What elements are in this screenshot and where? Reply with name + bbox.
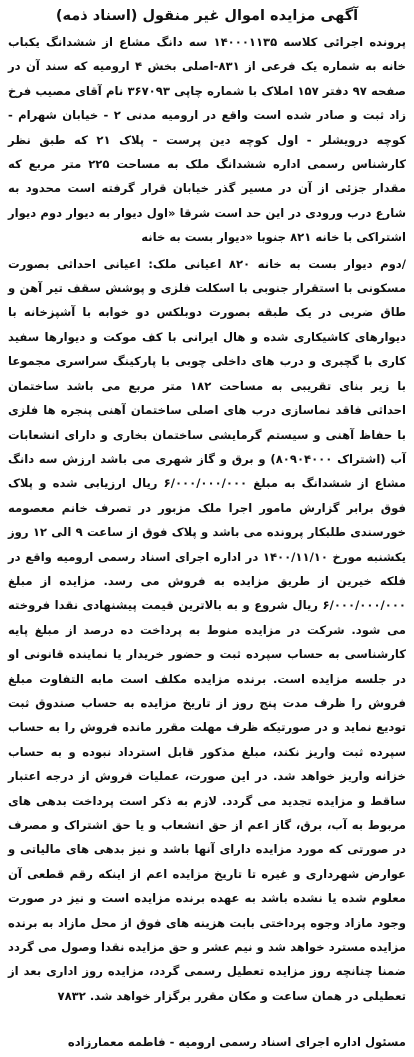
notice-signature: مسئول اداره اجرای اسناد رسمی ارومیه - فاطمه معمارزاده [67,1035,406,1049]
notice-body [8,30,406,1053]
notice-paragraph-property: پرونده اجرائی کلاسه ۱۴۰۰۰۱۱۳۵ سه دانگ مشاع از ششدانگ یکباب خانه به شماره یک فرعی از ۸۳۱-اصلی بخش ۴ ارومیه که سند آن در صفحه ۹۷ دفتر ۱۵۷ املاک با شماره چاپی ۳۶۷۰۹۳ نام آقای مصیب فرخ زاد ثبت و صادر شده است واقع در ارومیه مدنی ۲ - خیابان شهرام - کوچه درویشلر - اول کوچه دین پرست - پلاک ۲۱ که طبق نظر کارشناس رسمی اداره ششدانگ ملک به مساحت ۲۲۵ متر مربع که مقدار جزئی از آن در مسیر گذر خیابان قرار گرفته است محدود به شارع درب ورودی در این حد است شرقا «اول دیوار به دیوار دوم دیوار اشتراکی با خانه ۸۲۱ جنوبا «دیوار بست به خانه [8,35,407,245]
notice-paragraph-terms: /دوم دیوار بست به خانه ۸۲۰ اعیانی ملک: اعیانی احداثی بصورت مسکونی با استقرار جنوبی با اسکلت فلزی و پوشش سقف تیر آهن و طاق ضربی در یک طبقه بصورت دوبلکس دو خوابه با آشپزخانه با دیوارهای کاشیکاری شده و هال ایرانی با کف موکت و دیوارها سفید کاری با گچبری و درب های داخلی چوبی با پارکینگ سراسری مجموعا با زیر بنای تقریبی به مساحت ۱۸۲ متر مربع می باشد ساختمان احداثی فاقد نماسازی درب های اصلی ساختمان آهنی پنجره ها فلزی با حفاظ آهنی و سیستم گرمایشی ساختمان بخاری و دارای انشعابات آب (اشتراک ۸۰۹۰۴۰۰۰) و برق و گاز شهری می باشد ارزش سه دانگ مشاع از ششدانگ به مبلغ ۶/۰۰۰/۰۰۰/۰۰۰ ریال ارزیابی شده و پلاک فوق برابر گزارش مامور اجرا ملک مزبور در تصرف خانم معصومه خورسندی طلبکار پرونده می باشد و پلاک فوق از ساعت ۹ الی ۱۲ روز یکشنبه مورخ ۱۴۰۰/۱۱/۱۰ در اداره اجرای اسناد رسمی ارومیه واقع در فلکه خیرین از طریق مزایده به فروش می رسد. مزایده از مبلغ ۶/۰۰۰/۰۰۰/۰۰۰ ریال شروع و به بالاترین قیمت پیشنهادی نقدا فروخته می شود. شرکت در مزایده منوط به پرداخت ده درصد از مبلغ پایه کارشناسی به حساب سپرده ثبت و حضور خریدار یا نماینده قانونی او در جلسه مزایده است. برنده مزایده مکلف است مابه التفاوت مبلغ فروش را ظرف مدت پنج روز از تاریخ مزایده به حساب صندوق ثبت تودیع نماید و در صورتیکه ظرف مهلت مقرر مانده فروش را به حساب سپرده ثبت واریز نکند، مبلغ مذکور قابل استرداد نبوده و به حساب خزانه واریز خواهد شد. در این صورت، عملیات فروش از درجه اعتبار ساقط و مزایده تجدید می گردد. لازم به ذکر است پرداخت بدهی های مربوط به آب، برق، گاز اعم از حق انشعاب و یا حق اشتراک و مصرف در صورتی که مورد مزایده دارای آنها باشد و نیز بدهی های مالیاتی و عوارض شهرداری و غیره تا تاریخ مزایده اعم از اینکه رقم قطعی آن معلوم شده یا نشده باشد به عهده برنده مزایده است و نیز در صورت وجود مازاد وجوه پرداختی بابت هزینه های فوق از محل مازاد به برنده مزایده مسترد خواهد شد و نیم عشر و حق مزایده نقدا وصول می گردد ضمنا چنانچه روز مزایده تعطیل رسمی گردد، مزایده روز اداری بعد از تعطیلی در همان ساعت و مکان مقرر برگزار خواهد شد. ۷۸۳۲ [8,256,407,1003]
notice-title: آگهی مزایده اموال غیر منقول (اسناد ذمه) [55,8,359,24]
